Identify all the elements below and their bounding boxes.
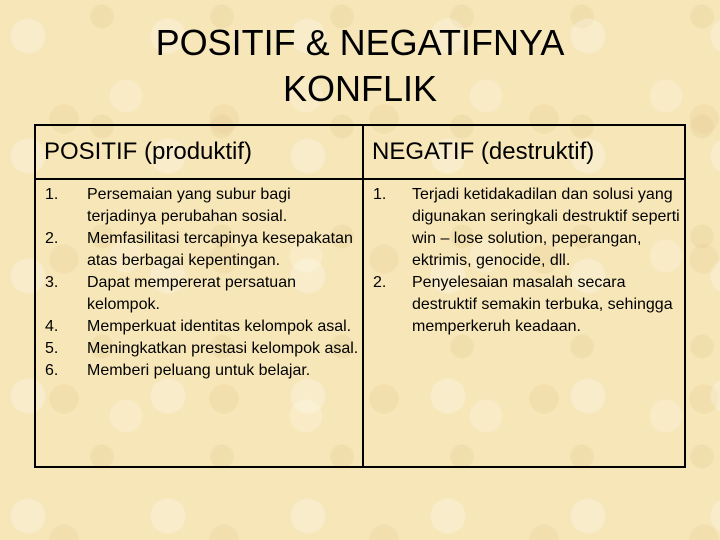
list-item <box>36 272 362 316</box>
item-number: 2. <box>45 230 59 247</box>
header-negatif: NEGATIF (destruktif) <box>363 125 685 179</box>
negatif-cell <box>363 179 685 467</box>
item-text: Dapat mempererat persatuan kelompok. <box>87 274 296 313</box>
list-item <box>364 272 684 338</box>
header-row <box>35 125 685 179</box>
item-number: 5. <box>45 340 59 357</box>
item-text: Memberi peluang untuk belajar. <box>87 362 311 379</box>
positif-list <box>36 180 362 382</box>
content-row <box>35 179 685 467</box>
list-item <box>36 360 362 382</box>
positif-cell <box>35 179 363 467</box>
item-number: 1. <box>45 186 59 203</box>
list-item <box>364 184 684 272</box>
list-item <box>36 228 362 272</box>
item-number: 1. <box>373 186 387 203</box>
item-number: 6. <box>45 362 59 379</box>
item-number: 4. <box>45 318 59 335</box>
title-line-1: POSITIF & NEGATIFNYA <box>155 22 565 63</box>
list-item <box>36 316 362 338</box>
item-text: Persemaian yang subur bagi terjadinya perubahan sosial. <box>87 186 291 225</box>
header-positif: POSITIF (produktif) <box>35 125 363 179</box>
item-text: Memperkuat identitas kelompok asal. <box>87 318 352 335</box>
item-text: Memfasilitasi tercapinya kesepakatan atas berbagai kepentingan. <box>87 230 353 269</box>
item-text: Meningkatkan prestasi kelompok asal. <box>87 340 359 357</box>
title-line-2: KONFLIK <box>282 68 438 109</box>
item-number: 2. <box>373 274 387 291</box>
item-number: 3. <box>45 274 59 291</box>
item-text: Penyelesaian masalah secara destruktif semakin terbuka, sehingga memperkeruh keadaan. <box>412 274 673 335</box>
list-item <box>36 184 362 228</box>
item-text: Terjadi ketidakadilan dan solusi yang digunakan seringkali destruktif seperti win – lose solution, peperangan, ektrimis, genocide, dll. <box>412 186 680 269</box>
page-title <box>0 20 720 112</box>
list-item <box>36 338 362 360</box>
negatif-list <box>364 180 684 338</box>
conflict-table <box>34 124 686 468</box>
